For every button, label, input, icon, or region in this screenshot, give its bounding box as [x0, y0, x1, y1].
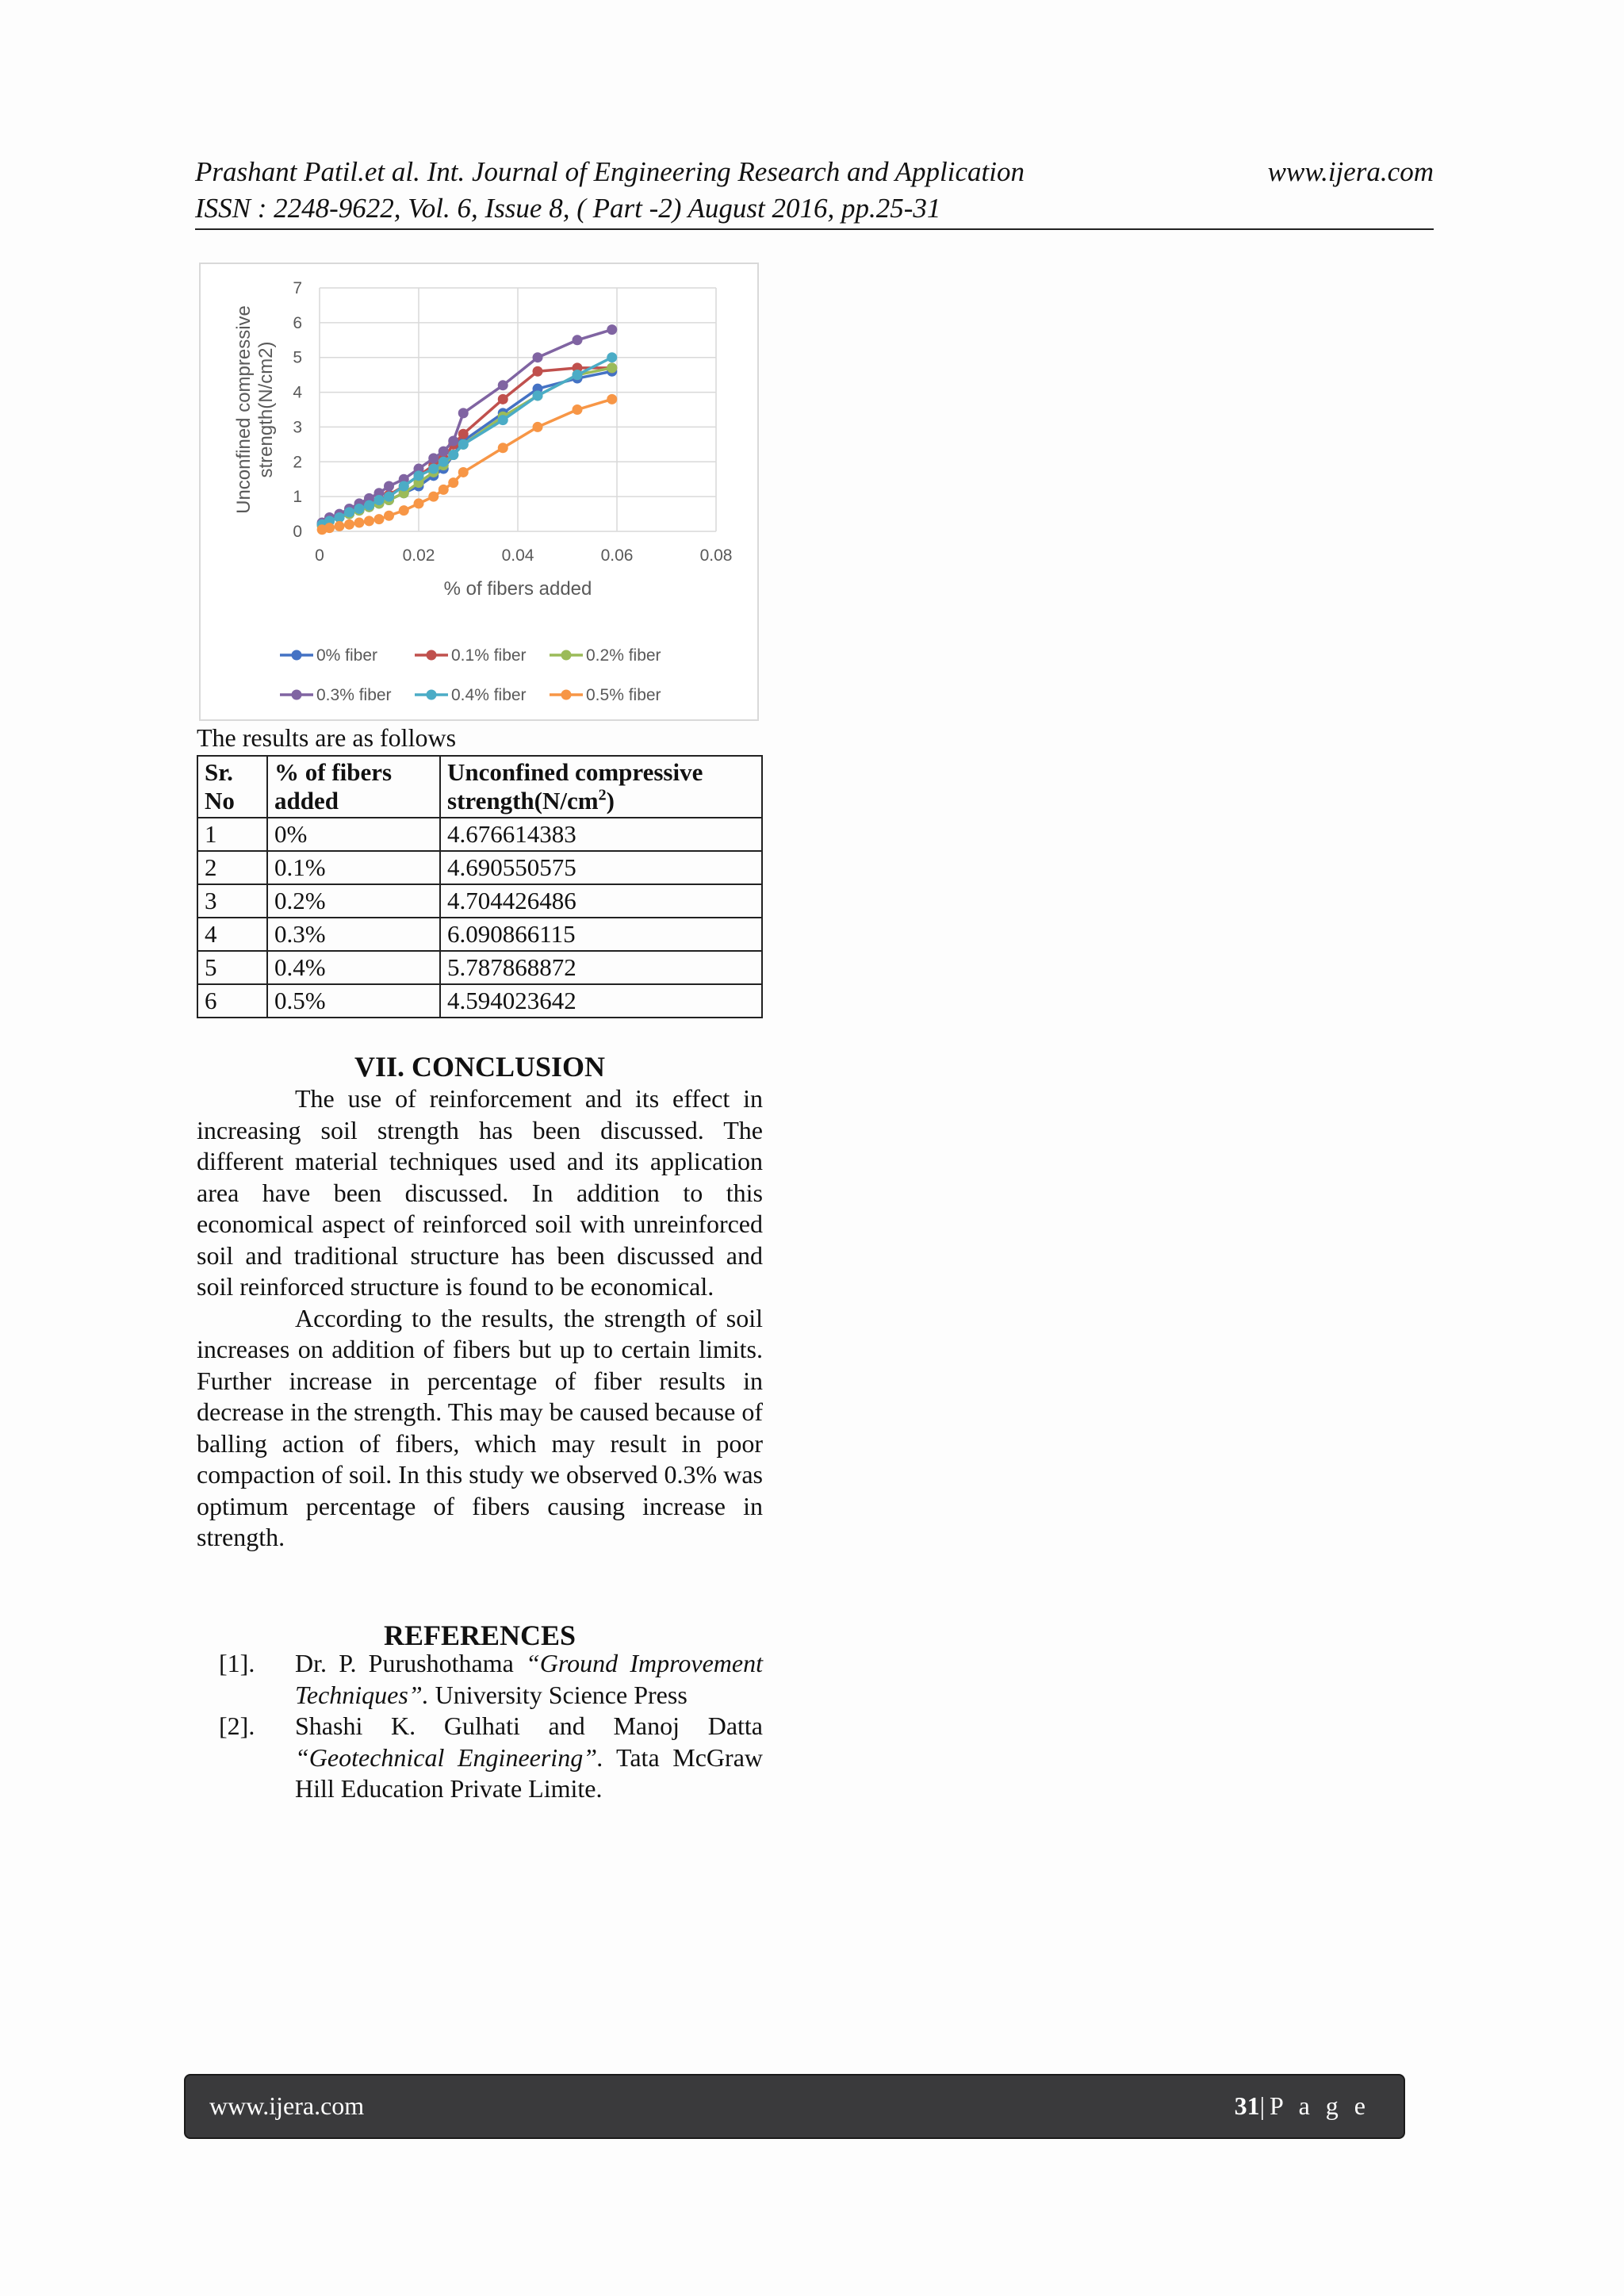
data-point	[364, 516, 374, 526]
cell-sr: 4	[197, 918, 267, 951]
y-tick-label: 5	[293, 348, 302, 367]
reference-text: Shashi K. Gulhati and Manoj Datta “Geotechnical Engineering”. Tata McGraw Hill Education Private Limite.	[295, 1711, 764, 1803]
data-point	[439, 447, 449, 457]
running-header	[195, 154, 1434, 230]
legend-swatch-marker	[561, 650, 572, 661]
results-table	[197, 755, 763, 1018]
data-point	[498, 394, 508, 404]
reference-text: Dr. P. Purushothama “Ground Improvement Techniques”. University Science Press	[295, 1649, 764, 1709]
data-point	[458, 467, 469, 477]
data-point	[374, 495, 385, 505]
data-point	[498, 415, 508, 425]
x-tick-label: 0.08	[699, 546, 733, 565]
data-point	[573, 335, 583, 345]
data-point	[533, 390, 543, 401]
data-point	[384, 481, 394, 491]
data-point	[428, 453, 439, 463]
cell-fibers: 0.2%	[267, 884, 440, 918]
chart-series	[317, 324, 618, 535]
y-tick-label: 6	[293, 313, 302, 332]
data-point	[607, 362, 617, 373]
results-intro: The results are as follows	[197, 723, 457, 752]
data-point	[607, 352, 617, 362]
cell-fibers: 0.4%	[267, 951, 440, 984]
legend-swatch-marker	[561, 690, 572, 700]
data-point	[399, 481, 409, 491]
table-row	[197, 884, 762, 918]
legend-label: 0.4% fiber	[451, 686, 527, 704]
data-point	[439, 457, 449, 467]
table-header-row	[197, 756, 762, 818]
legend-label: 0% fiber	[316, 646, 378, 665]
header-ucs: Unconfined compressive $strength(N/cm^2)$	[440, 756, 762, 818]
cell-ucs: 4.594023642	[440, 984, 762, 1018]
data-point	[448, 435, 458, 446]
conclusion-heading: VII. CONCLUSION	[354, 1051, 606, 1083]
ucs-chart	[199, 263, 759, 721]
data-point	[428, 492, 439, 502]
legend-swatch-marker	[292, 650, 302, 661]
data-point	[384, 492, 394, 502]
ucs-chart-svg	[201, 264, 757, 719]
conclusion-paragraph-2: According to the results, the strength of soil increases on addition of fibers but up to certain limits. Further increase in percentage of fiber results in decrease in the strength. This may be caused because of balling action of fibers, which may result in poor compaction of soil. In this study we observed 0.3% was optimum percentage of fibers causing increase in strength.	[197, 1303, 763, 1551]
references-heading: REFERENCES	[383, 1619, 576, 1651]
data-point	[498, 443, 508, 453]
legend-label: 0.2% fiber	[586, 646, 661, 665]
y-tick-label: 0	[293, 523, 302, 541]
data-point	[344, 507, 354, 517]
data-point	[458, 408, 469, 418]
cell-ucs: 5.787868872	[440, 951, 762, 984]
y-tick-label: 2	[293, 453, 302, 472]
legend-swatch-marker	[427, 650, 437, 661]
data-point	[384, 511, 394, 521]
legend-label: 0.5% fiber	[586, 686, 661, 704]
data-point	[448, 477, 458, 488]
x-tick-label: 0	[315, 546, 324, 565]
y-tick-label: 1	[293, 488, 302, 507]
data-point	[335, 521, 345, 531]
series-line	[322, 330, 612, 523]
data-point	[324, 523, 335, 533]
cell-ucs: 4.704426486	[440, 884, 762, 918]
data-point	[439, 485, 449, 495]
cell-sr: 1	[197, 818, 267, 851]
data-point	[533, 422, 543, 432]
table-row	[197, 951, 762, 984]
header-fibers: % of fibers added	[267, 756, 440, 818]
cell-fibers: 0.5%	[267, 984, 440, 1018]
cell-ucs: 4.690550575	[440, 851, 762, 884]
data-point	[364, 500, 374, 511]
chart-legend	[280, 646, 661, 704]
issn-line: ISSN : 2248-9622, Vol. 6, Issue 8, ( Part -2) August 2016, pp.25-31	[195, 193, 941, 224]
table-row	[197, 818, 762, 851]
data-point	[533, 366, 543, 377]
data-point	[399, 505, 409, 516]
cell-fibers: 0%	[267, 818, 440, 851]
conclusion-body	[197, 1083, 763, 1554]
legend-label: 0.3% fiber	[316, 686, 392, 704]
data-point	[428, 464, 439, 474]
x-tick-label: 0.06	[600, 546, 634, 565]
legend-label: 0.1% fiber	[451, 646, 527, 665]
data-point	[354, 518, 365, 528]
y-tick-label: 4	[293, 383, 302, 402]
data-point	[458, 439, 469, 450]
conclusion-paragraph-1: The use of reinforcement and its effect in increasing soil strength has been discussed. The different material techniques used and its application area have been discussed. In addition to this economical aspect of reinforced soil with unreinforced soil and traditional structure has been discussed and soil reinforced structure is found to be economical.	[197, 1084, 763, 1301]
y-tick-label: 7	[293, 279, 302, 297]
reference-item	[197, 1711, 763, 1805]
y-axis-label: Unconfined compressive	[233, 305, 255, 514]
cell-sr: 2	[197, 851, 267, 884]
y-axis-label: strength(N/cm2)	[255, 341, 277, 478]
chart-axes	[233, 279, 732, 600]
cell-sr: 6	[197, 984, 267, 1018]
reference-item	[197, 1648, 763, 1711]
x-tick-label: 0.04	[501, 546, 534, 565]
data-point	[498, 380, 508, 390]
data-point	[374, 514, 385, 524]
cell-fibers: 0.3%	[267, 918, 440, 951]
page-number: 31|P a g e	[1234, 2091, 1370, 2120]
cell-ucs: 6.090866115	[440, 918, 762, 951]
data-point	[573, 370, 583, 380]
references-list	[197, 1648, 763, 1805]
x-axis-label: % of fibers added	[443, 578, 592, 600]
data-point	[573, 404, 583, 415]
legend-swatch-marker	[292, 690, 302, 700]
data-point	[414, 498, 424, 508]
journal-url[interactable]: www.ijera.com	[1267, 156, 1434, 187]
footer-url[interactable]: www.ijera.com	[209, 2091, 365, 2120]
cell-fibers: 0.1%	[267, 851, 440, 884]
table-row	[197, 918, 762, 951]
data-point	[607, 324, 617, 335]
data-point	[344, 519, 354, 530]
reference-number: [1].	[219, 1649, 255, 1677]
journal-title: Prashant Patil.et al. Int. Journal of Engineering Research and Application	[195, 156, 1025, 187]
legend-swatch-marker	[427, 690, 437, 700]
page-footer	[184, 2074, 1405, 2139]
table-row	[197, 851, 762, 884]
data-point	[607, 394, 617, 404]
reference-number: [2].	[219, 1711, 255, 1740]
data-point	[354, 504, 365, 514]
cell-sr: 3	[197, 884, 267, 918]
header-sr-no: Sr. No	[197, 756, 267, 818]
data-point	[458, 429, 469, 439]
data-point	[448, 450, 458, 460]
x-tick-label: 0.02	[402, 546, 435, 565]
data-point	[533, 352, 543, 362]
table-row	[197, 984, 762, 1018]
data-point	[414, 470, 424, 481]
y-tick-label: 3	[293, 418, 302, 437]
cell-sr: 5	[197, 951, 267, 984]
cell-ucs: 4.676614383	[440, 818, 762, 851]
